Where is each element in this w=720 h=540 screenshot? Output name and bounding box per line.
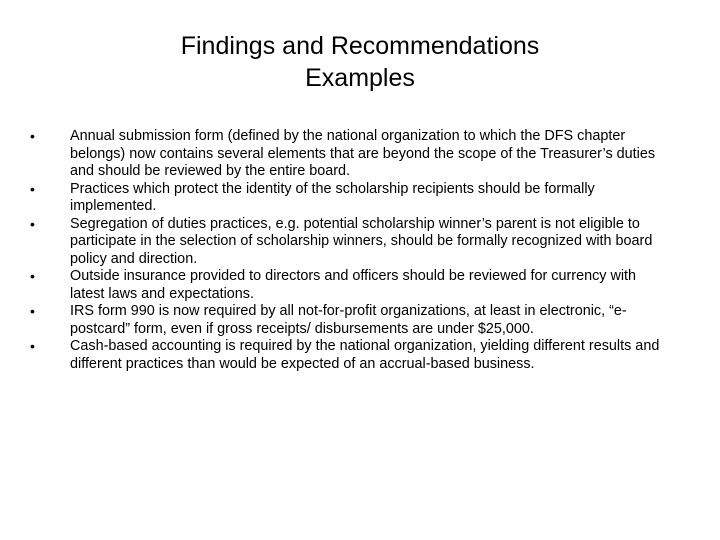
slide-title-line-1: Findings and Recommendations — [180, 32, 540, 60]
bullet-text: Cash-based accounting is required by the national organization, yielding different results and different practices than would be expected of an accrual-based business. — [70, 338, 660, 372]
bullet-item — [30, 303, 670, 338]
bullet-item — [30, 181, 670, 216]
bullet-text: Annual submission form (defined by the national organization to which the DFS chapter belongs) now contains several elements that are beyond the scope of the Treasurer’s duties and should be reviewed by the entire board. — [70, 128, 656, 179]
bullet-item — [30, 338, 670, 373]
bullet-icon: • — [30, 338, 35, 354]
bullet-icon: • — [30, 180, 35, 197]
bullet-icon: • — [30, 215, 35, 232]
bullet-item — [30, 128, 670, 181]
bullet-text: IRS form 990 is now required by all not-for-profit organizations, at least in electronic, “e-postcard” form, even if gross receipts/ disbursements are under $25,000. — [70, 303, 627, 337]
bullet-item — [30, 268, 670, 303]
bullet-text: Outside insurance provided to directors and officers should be reviewed for currency with latest laws and expectations. — [70, 268, 637, 302]
bullet-icon: • — [30, 128, 35, 144]
bullet-text: Practices which protect the identity of the scholarship recipients should be formally implemented. — [70, 180, 595, 214]
bullet-text: Segregation of duties practices, e.g. potential scholarship winner’s parent is not eligible to participate in the selection of scholarship winners, should be formally recognized with board policy and direction. — [70, 215, 653, 267]
slide-title — [60, 30, 660, 94]
slide-title-line-2: Examples — [305, 64, 415, 92]
bullet-icon: • — [30, 303, 35, 319]
bullet-icon: • — [30, 268, 35, 284]
bullet-list — [30, 128, 670, 373]
bullet-item — [30, 216, 670, 269]
